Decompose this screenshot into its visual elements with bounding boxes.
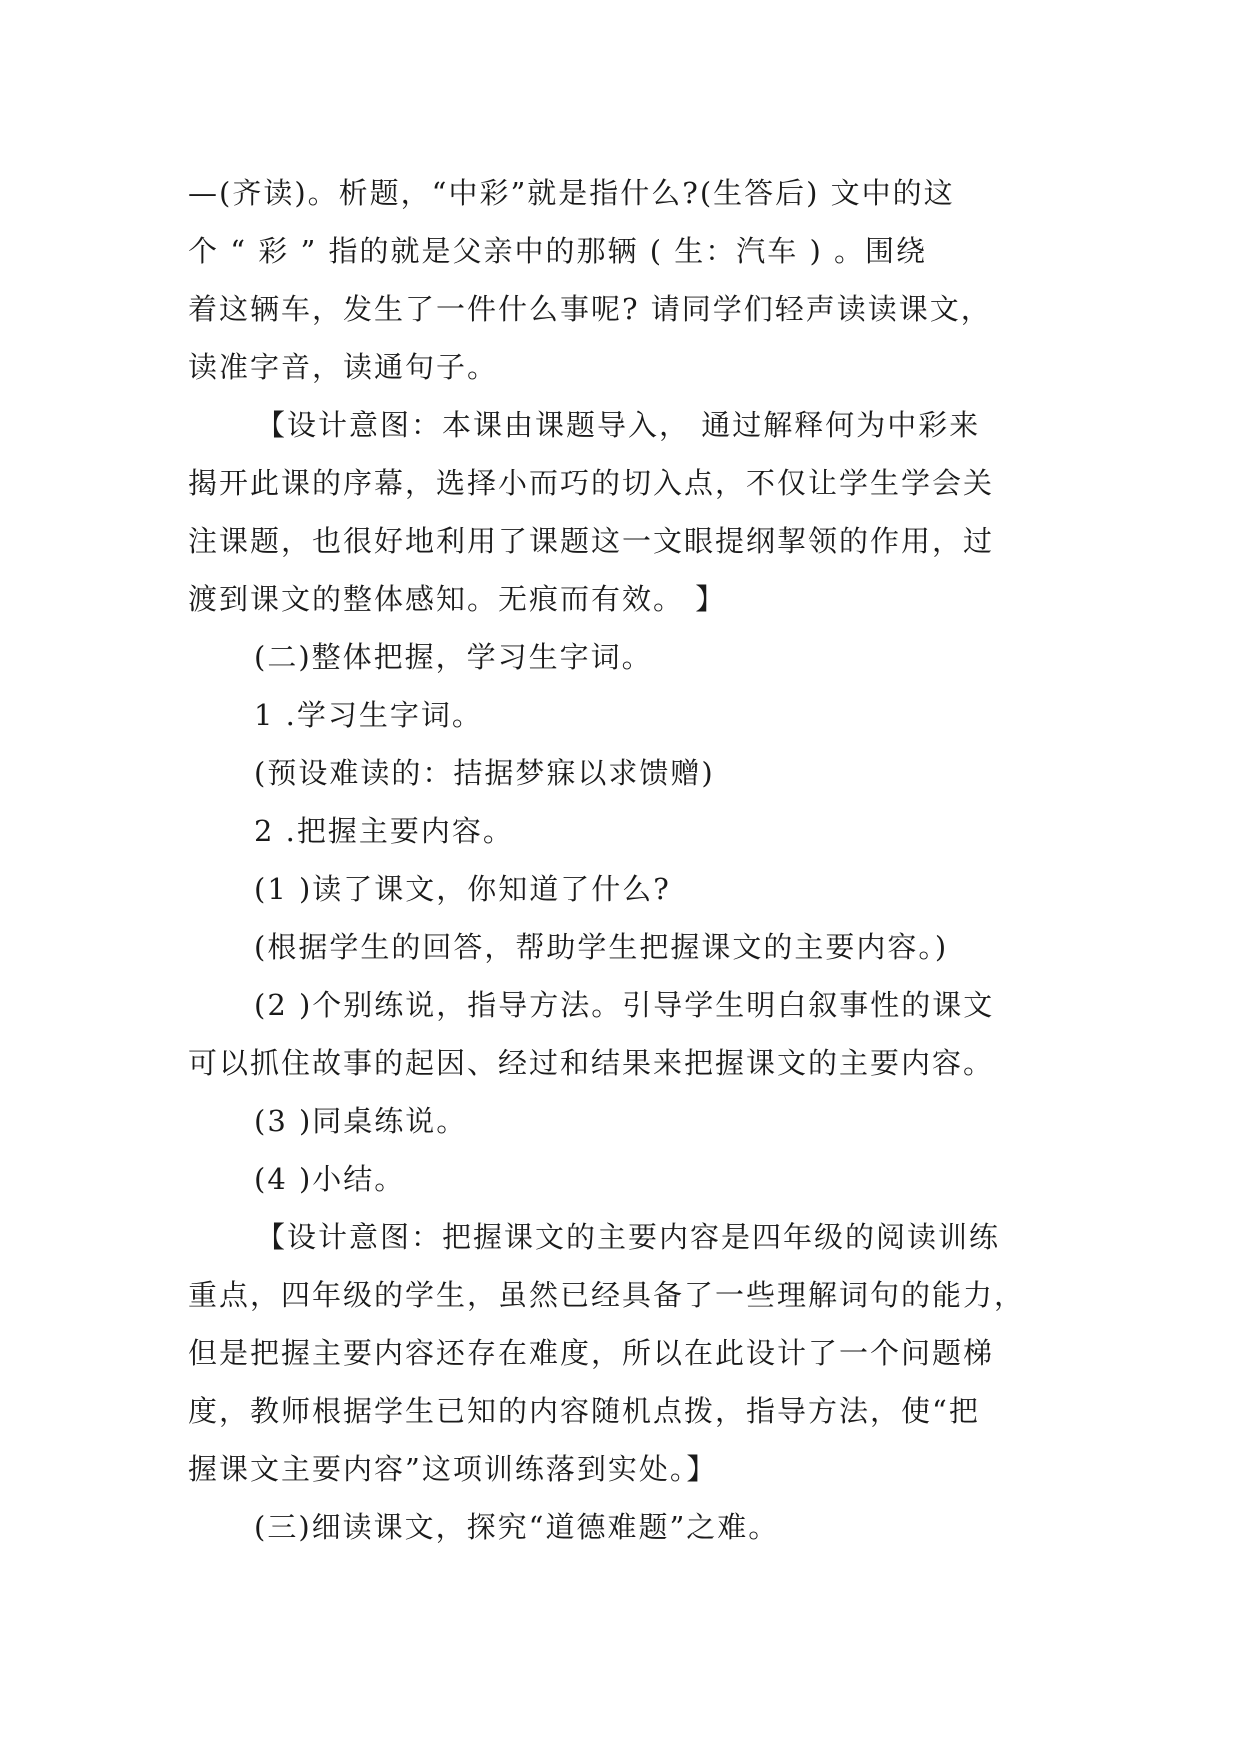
section-heading: (三)细读课文，探究“道德难题”之难。 bbox=[254, 1510, 780, 1544]
list-item: (3 )同桌练说。 bbox=[254, 1104, 468, 1138]
text-line: 读准字音，读通句子。 bbox=[188, 350, 499, 384]
section-heading: (二)整体把握，学习生字词。 bbox=[254, 640, 653, 674]
text-line: 揭开此课的序幕，选择小而巧的切入点，不仅让学生学会关 bbox=[188, 466, 995, 500]
list-item: (4 )小结。 bbox=[254, 1162, 406, 1196]
text-line: (预设难读的：拮据梦寐以求馈赠) bbox=[254, 756, 715, 790]
design-intent-line: 【设计意图：把握课文的主要内容是四年级的阅读训练 bbox=[256, 1220, 1001, 1254]
text-line: 可以抓住故事的起因、经过和结果来把握课文的主要内容。 bbox=[188, 1046, 995, 1080]
text-line: 但是把握主要内容还存在难度，所以在此设计了一个问题梯 bbox=[188, 1336, 995, 1370]
text-line: 渡到课文的整体感知。无痕而有效。 】 bbox=[188, 582, 727, 616]
text-line: —(齐读)。析题，“中彩”就是指什么?(生答后) 文中的这 bbox=[188, 176, 955, 210]
text-line: 重点，四年级的学生，虽然已经具备了一些理解词句的能力， bbox=[188, 1278, 1026, 1312]
text-line: 握课文主要内容”这项训练落到实处。】 bbox=[188, 1452, 718, 1486]
text-line: (根据学生的回答，帮助学生把握课文的主要内容。) bbox=[254, 930, 949, 964]
text-line: 度，教师根据学生已知的内容随机点拨，指导方法，使“把 bbox=[188, 1394, 980, 1428]
list-item: (2 )个别练说，指导方法。引导学生明白叙事性的课文 bbox=[254, 988, 995, 1022]
list-item: (1 )读了课文，你知道了什么? bbox=[254, 872, 671, 906]
list-item: 1 .学习生字词。 bbox=[254, 698, 483, 732]
text-line: 着这辆车，发生了一件什么事呢? 请同学们轻声读读课文， bbox=[188, 292, 992, 326]
design-intent-line: 【设计意图：本课由课题导入， 通过解释何为中彩来 bbox=[256, 408, 981, 442]
text-line: 个 “ 彩 ” 指的就是父亲中的那辆 ( 生：汽车 ) 。围绕 bbox=[188, 234, 928, 268]
document-body bbox=[188, 164, 1058, 1556]
text-line: 注课题，也很好地利用了课题这一文眼提纲挈领的作用，过 bbox=[188, 524, 995, 558]
list-item: 2 .把握主要内容。 bbox=[254, 814, 514, 848]
